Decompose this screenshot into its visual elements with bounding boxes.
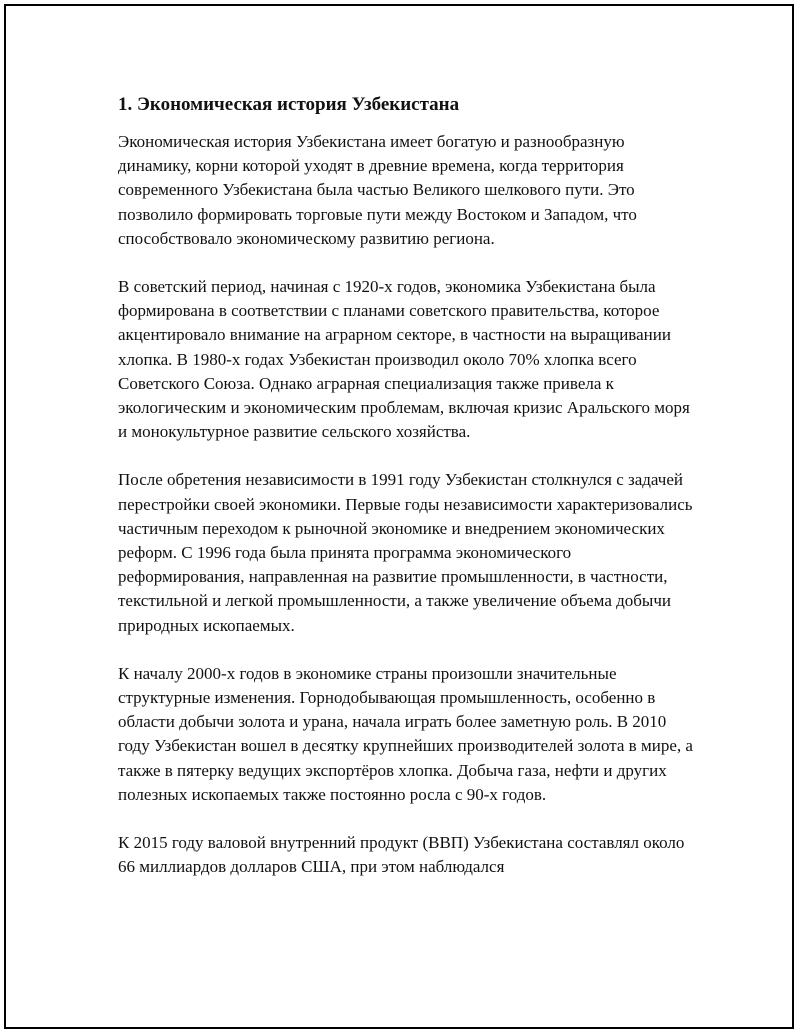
- paragraph-2015-gdp: К 2015 году валовой внутренний продукт (ВВП) Узбекистана составлял около 66 миллиардов долларов США, при этом наблюдался: [118, 833, 685, 877]
- paragraph-2000s: К началу 2000-х годов в экономике страны произошли значительные структурные изменения. Горнодобывающая промышленность, особенно в области добычи золота и урана, начала играть более заметную роль. В 2010 году Узбекистан вошел в десятку крупнейших производителей золота в мире, а также в пятерку ведущих экспортёров хлопка. Добыча газа, нефти и других полезных ископаемых также постоянно росла с 90-х годов.: [118, 663, 693, 804]
- document-body: [118, 92, 698, 903]
- paragraph-soviet-period: В советский период, начиная с 1920-х годов, экономика Узбекистана была формирована в соответствии с планами советского правительства, которое акцентировало внимание на аграрном секторе, в частности на выращивании хлопка. В 1980-х годах Узбекистан производил около 70% хлопка всего Советского Союза. Однако аграрная специализация также привела к экологическим и экономическим проблемам, включая кризис Аральского моря и монокультурное развитие сельского хозяйства.: [118, 277, 690, 442]
- paragraph-ancient-history: Экономическая история Узбекистана имеет богатую и разнообразную динамику, корни которой уходят в древние времена, когда территория современного Узбекистана была частью Великого шелкового пути. Это позволило формировать торговые пути между Востоком и Западом, что способствовало экономическому развитию региона.: [118, 132, 637, 248]
- paragraph-independence: После обретения независимости в 1991 году Узбекистан столкнулся с задачей перестройки своей экономики. Первые годы независимости характеризовались частичным переходом к рыночной экономике и внедрением экономических реформ. С 1996 года была принята программа экономического реформирования, направленная на развитие промышленности, в частности, текстильной и легкой промышленности, а также увеличение объема добычи природных ископаемых.: [118, 470, 693, 635]
- section-title: 1. Экономическая история Узбекистана: [118, 94, 460, 115]
